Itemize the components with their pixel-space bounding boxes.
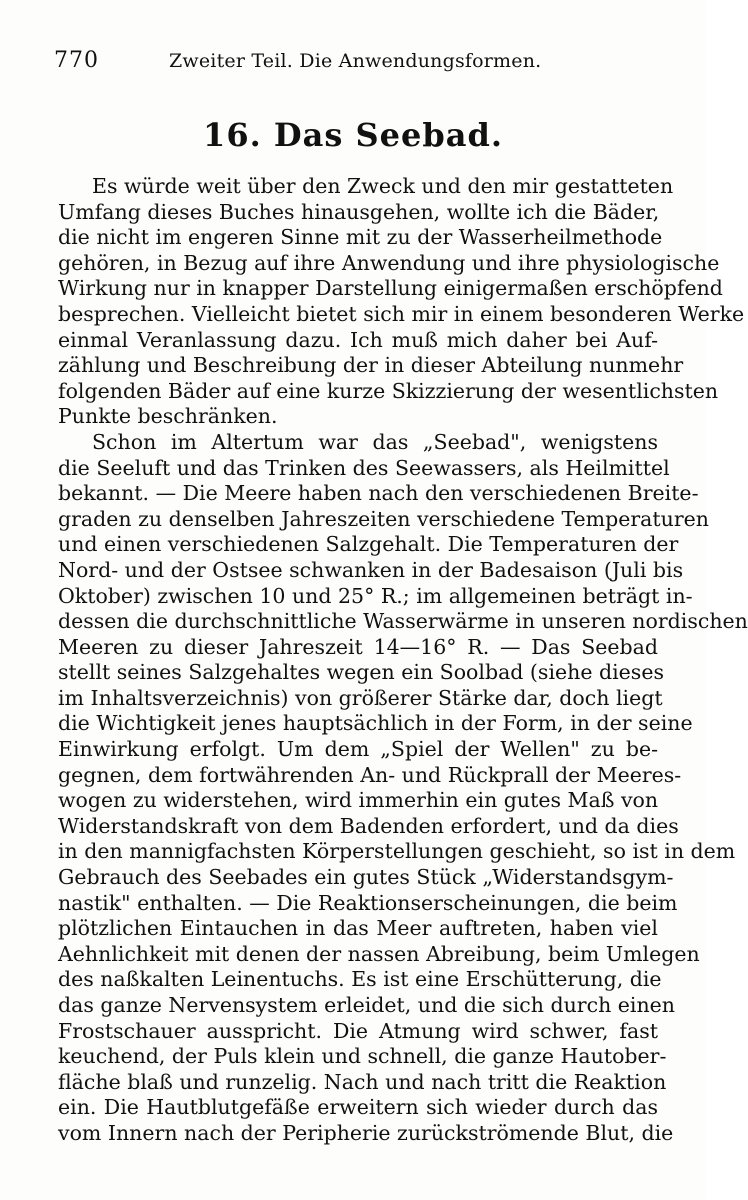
text-line: ein. Die Hautblutgefäße erweitern sich wieder durch das (58, 1095, 658, 1120)
text-line: die Wichtigkeit jenes hauptsächlich in der Form, in der seine (58, 711, 693, 736)
text-line: die Seeluft und das Trinken des Seewassers, als Heilmittel (58, 455, 670, 480)
text-line: im Inhaltsverzeichnis) von größerer Stärke dar, doch liegt (58, 685, 663, 710)
text-line: Widerstandskraft von dem Badenden erfordert, und da dies (58, 813, 679, 838)
text-line: vom Innern nach der Peripherie zurückströmende Blut, die (58, 1120, 674, 1145)
text-line: Nord- und der Ostsee schwanken in der Badesaison (Juli bis (58, 557, 684, 582)
text-line: nastik" enthalten. — Die Reaktionserscheinungen, die beim (58, 890, 678, 915)
text-line: Umfang dieses Buches hinausgehen, wollte ich die Bäder, (58, 199, 660, 224)
text-line: keuchend, der Puls klein und schnell, die ganze Hautober- (58, 1044, 667, 1069)
text-line: besprechen. Vielleicht bietet sich mir in einem besonderen Werke (58, 301, 745, 326)
text-line: folgenden Bäder auf eine kurze Skizzierung der wesentlichsten (58, 378, 719, 403)
text-line: plötzlichen Eintauchen in das Meer auftreten, haben viel (58, 916, 658, 941)
text-line: fläche blaß und runzelig. Nach und nach tritt die Reaktion (58, 1069, 667, 1094)
text-line: Gebrauch des Seebades ein gutes Stück „Widerstandsgym- (58, 865, 674, 890)
paragraph (58, 174, 745, 430)
text-line: in den mannigfachsten Körperstellungen geschieht, so ist in dem (58, 839, 736, 864)
text-line: und einen verschiedenen Salzgehalt. Die Temperaturen der (58, 532, 679, 557)
text-line: stellt seines Salzgehaltes wegen ein Soolbad (siehe dieses (58, 660, 664, 685)
text-line: Es würde weit über den Zweck und den mir gestatteten (92, 174, 674, 198)
body-text (58, 174, 748, 1147)
text-line: des naßkalten Leinentuchs. Es ist eine Erschütterung, die (58, 967, 662, 992)
text-line: zählung und Beschreibung der in dieser Abteilung nunmehr (58, 353, 684, 378)
running-head (54, 48, 652, 84)
text-line: bekannt. — Die Meere haben nach den verschiedenen Breite- (58, 481, 699, 506)
text-line: das ganze Nervensystem erleidet, und die sich durch einen (58, 993, 676, 1017)
text-line: einmal Veranlassung dazu. Ich muß mich daher bei Auf- (58, 327, 658, 352)
text-line: Frostschauer ausspricht. Die Atmung wird schwer, fast (58, 1018, 658, 1043)
paragraph (58, 429, 748, 1147)
text-line: Aehnlichkeit mit denen der nassen Abreibung, beim Umlegen (58, 941, 700, 966)
text-line: gehören, in Bezug auf ihre Anwendung und ihre physiologische (58, 250, 720, 275)
text-line: wogen zu widerstehen, wird immerhin ein gutes Maß von (58, 788, 659, 813)
text-line: Wirkung nur in knapper Darstellung einigermaßen erschöpfend (58, 276, 723, 301)
text-line: Punkte beschränken. (58, 404, 278, 429)
text-line: Schon im Altertum war das „Seebad", wenigstens (92, 429, 658, 454)
text-line: Einwirkung erfolgt. Um dem „Spiel der Wellen" zu be- (58, 737, 658, 762)
text-line: Oktober) zwischen 10 und 25° R.; im allgemeinen beträgt in- (58, 583, 693, 608)
running-title: Zweiter Teil. Die Anwendungsformen. (169, 50, 542, 72)
page-number: 770 (54, 48, 99, 73)
chapter-title: 16. Das Seebad. (203, 116, 503, 154)
text-line: Meeren zu dieser Jahreszeit 14—16° R. — Das Seebad (58, 634, 658, 659)
text-line: dessen die durchschnittliche Wasserwärme in unseren nordischen (58, 609, 748, 634)
text-line: gegnen, dem fortwährenden An- und Rückprall der Meeres- (58, 762, 682, 787)
text-line: die nicht im engeren Sinne mit zu der Wasserheilmethode (58, 225, 663, 250)
text-line: graden zu denselben Jahreszeiten verschiedene Temperaturen (58, 506, 709, 531)
